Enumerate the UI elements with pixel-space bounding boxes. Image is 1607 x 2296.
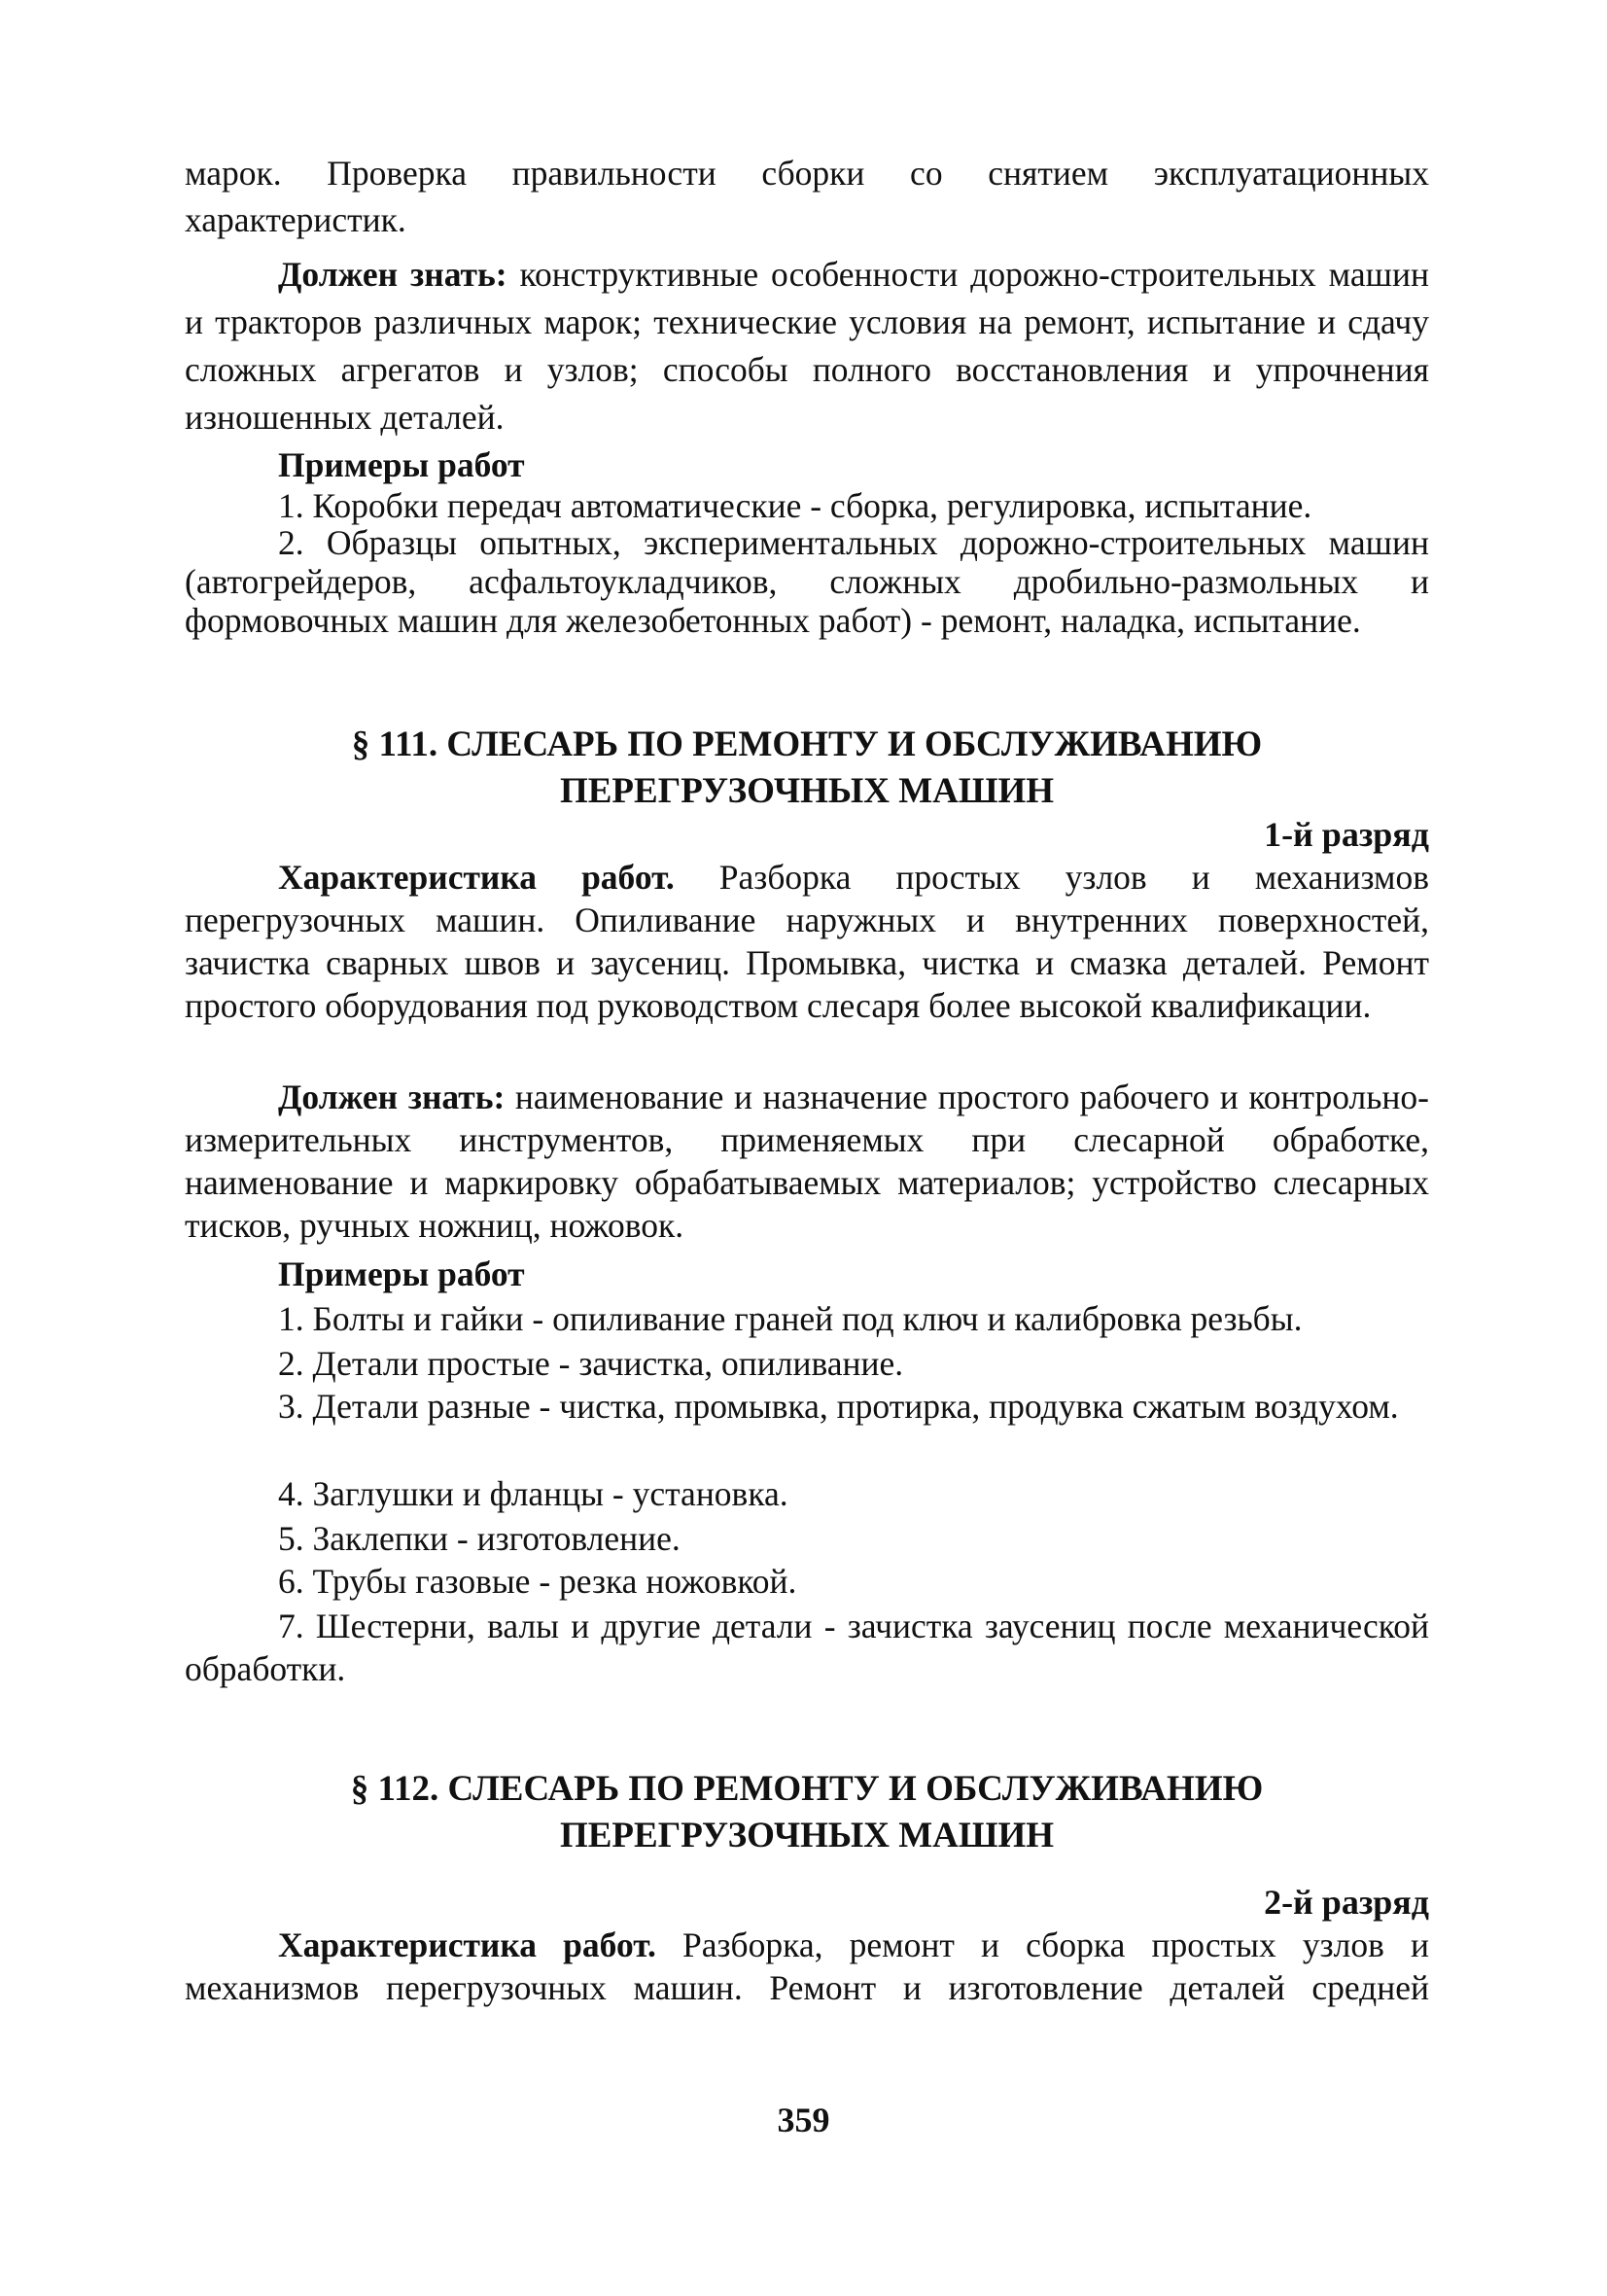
characteristics-text: Разборка простых узлов и механизмов перегрузочных машин. Опиливание наружных и внутренних поверхностей, зачистка сварных швов и заусениц. Промывка, чистка и смазка деталей. Ремонт простого оборудования под руководством слесаря более высокой квалификации.: [185, 858, 1430, 1025]
prev-examples-title: Примеры работ: [278, 445, 525, 484]
section-111-title-line-1: § 111. СЛЕСАРЬ ПО РЕМОНТУ И ОБСЛУЖИВАНИЮ: [351, 724, 1263, 764]
prev-example-item: 2. Образцы опытных, экспериментальных дорожно-строительных машин (автогрейдеров, асфальтоукладчиков, сложных дробильно-размольных и формовочных машин для железобетонных работ) - ремонт, наладка, испытание.: [185, 523, 1429, 640]
example-item: 1. Болты и гайки - опиливание граней под ключ и калибровка резьбы.: [278, 1299, 1303, 1338]
knowledge-text: наименование и назначение простого рабочего и контрольно-измерительных инструментов, применяемых при слесарной обработке, наименование и маркировку обрабатываемых материалов; устройство слесарных тисков, ручных ножниц, ножовок.: [185, 1077, 1429, 1245]
section-112-title: [185, 1766, 1429, 1859]
characteristics-label: Характеристика работ.: [278, 858, 675, 897]
knowledge-label: Должен знать:: [278, 1077, 506, 1116]
section-111-characteristics: [185, 856, 1429, 1027]
prev-example-item: 1. Коробки передач автоматические - сборка, регулировка, испытание.: [278, 486, 1312, 525]
continuation-line-1: марок. Проверка правильности сборки со снятием эксплуатационных: [185, 154, 1429, 193]
section-111-examples-title: Примеры работ: [278, 1254, 525, 1293]
section-111-knowledge: [185, 1076, 1429, 1247]
example-item: 2. Детали простые - зачистка, опиливание.: [278, 1344, 904, 1383]
example-item: 5. Заклепки - изготовление.: [278, 1519, 681, 1558]
section-112-grade: 2-й разряд: [1264, 1883, 1429, 1922]
section-112-characteristics: [185, 1924, 1429, 2009]
continuation-line-2: характеристик.: [185, 200, 406, 239]
section-112-title-line-1: § 112. СЛЕСАРЬ ПО РЕМОНТУ И ОБСЛУЖИВАНИЮ: [350, 1769, 1264, 1809]
section-112-title-line-2: ПЕРЕГРУЗОЧНЫХ МАШИН: [559, 1816, 1055, 1855]
section-111-title-line-2: ПЕРЕГРУЗОЧНЫХ МАШИН: [559, 771, 1055, 811]
example-item: 4. Заглушки и фланцы - установка.: [278, 1474, 788, 1513]
example-item: 7. Шестерни, валы и другие детали - зачистка заусениц после механической обработки.: [185, 1607, 1429, 1688]
characteristics-label: Характеристика работ.: [278, 1925, 656, 1964]
section-111-title: [185, 722, 1429, 815]
characteristics-text: Разборка, ремонт и сборка простых узлов и механизмов перегрузочных машин. Ремонт и изготовление деталей средней: [185, 1925, 1429, 2007]
prev-knowledge-label: Должен знать:: [278, 255, 507, 294]
example-item: 3. Детали разные - чистка, промывка, протирка, продувка сжатым воздухом.: [278, 1387, 1399, 1426]
example-item: 6. Трубы газовые - резка ножовкой.: [278, 1562, 797, 1601]
prev-knowledge-paragraph: [185, 251, 1429, 442]
prev-knowledge-text: конструктивные особенности дорожно-строительных машин и тракторов различных марок; технические условия на ремонт, испытание и сдачу сложных агрегатов и узлов; способы полного восстановления и упрочнения изношенных деталей.: [185, 255, 1429, 437]
section-111-grade: 1-й разряд: [1264, 815, 1429, 854]
page-number: 359: [777, 2101, 830, 2139]
